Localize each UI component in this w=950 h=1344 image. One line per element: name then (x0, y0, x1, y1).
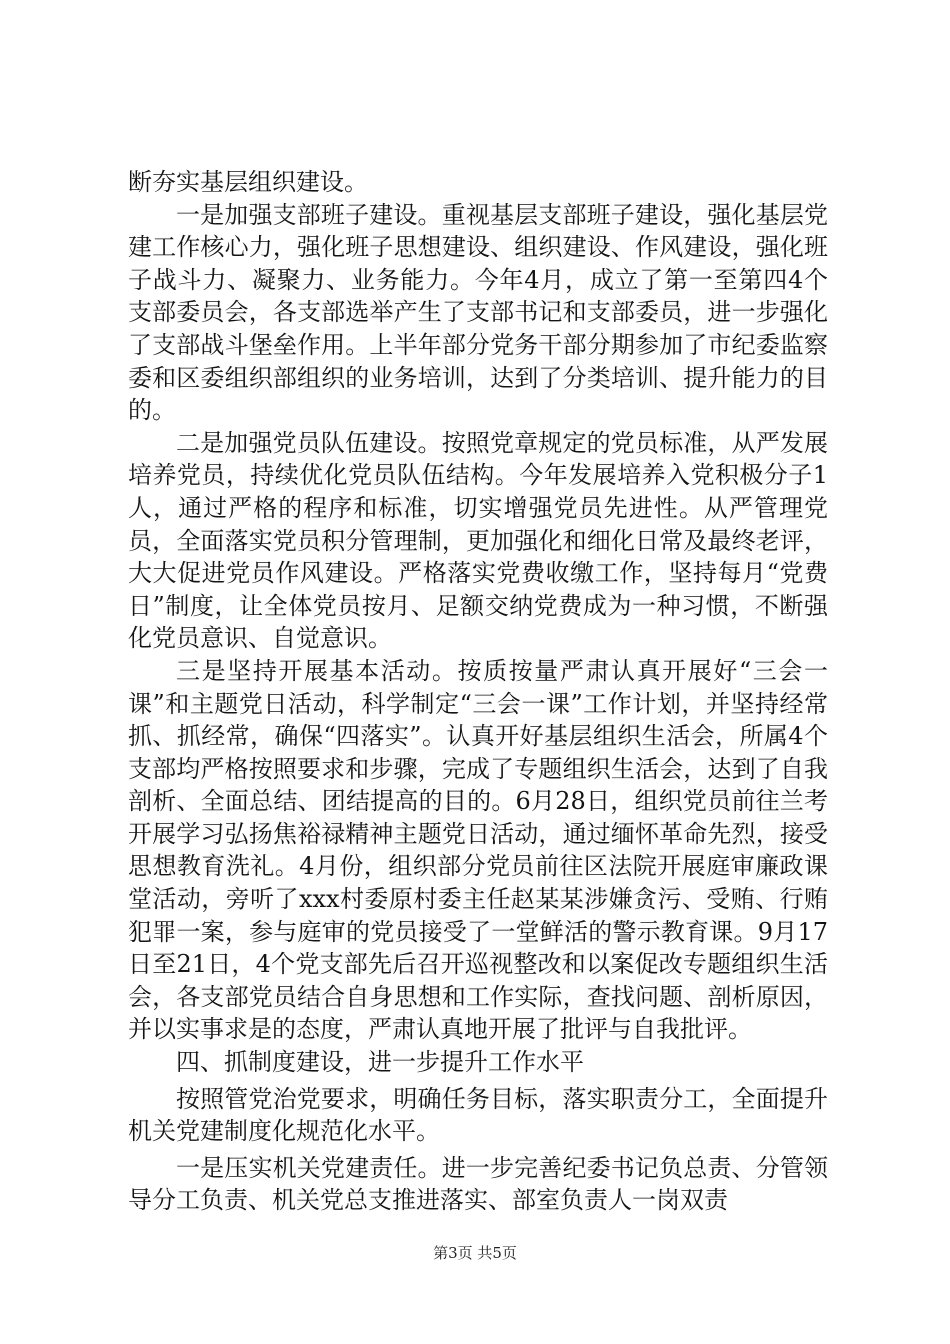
paragraph-system-building-intro: 按照管党治党要求，明确任务目标，落实职责分工，全面提升机关党建制度化规范化水平。 (128, 1084, 828, 1146)
paragraph-branch-team-building: 一是加强支部班子建设。重视基层支部班子建设，强化基层党建工作核心力，强化班子思想建设、组织建设、作风建设，强化班子战斗力、凝聚力、业务能力。今年4月，成立了第一至第四4个支部委员会，各支部选举产生了支部书记和支部委员，进一步强化了支部战斗堡垒作用。上半年部分党务干部分期参加了市纪委监察委和区委组织部组织的业务培训，达到了分类培训、提升能力的目的。 (128, 200, 828, 425)
paragraph-continuation: 断夯实基层组织建设。 (128, 168, 368, 196)
document-body (128, 166, 828, 1217)
paragraph-member-team-building: 二是加强党员队伍建设。按照党章规定的党员标准，从严发展培养党员，持续优化党员队伍结构。今年发展培养入党积极分子1人，通过严格的程序和标准，切实增强党员先进性。从严管理党员，全面落实党员积分管理制，更加强化和细化日常及最终老评，大大促进党员作风建设。严格落实党费收缴工作，坚持每月“党费日”制度，让全体党员按月、足额交纳党费成为一种习惯，不断强化党员意识、自觉意识。 (128, 428, 828, 653)
paragraph-basic-activities: 三是坚持开展基本活动。按质按量严肃认真开展好“三会一课”和主题党日活动，科学制定“三会一课”工作计划，并坚持经常抓、抓经常，确保“四落实”。认真开好基层组织生活会，所属4个支部均严格按照要求和步骤，完成了专题组织生活会，达到了自我剖析、全面总结、团结提高的目的。6月28日，组织党员前往兰考开展学习弘扬焦裕禄精神主题党日活动，通过缅怀革命先烈，接受思想教育洗礼。4月份，组织部分党员前往区法院开展庭审廉政课堂活动，旁听了xxx村委原村委主任赵某某涉嫌贪污、受贿、行贿犯罪一案，参与庭审的党员接受了一堂鲜活的警示教育课。9月17日至21日，4个党支部先后召开巡视整改和以案促改专题组织生活会，各支部党员结合自身思想和工作实际，查找问题、剖析原因，并以实事求是的态度，严肃认真地开展了批评与自我批评。 (128, 656, 828, 1044)
page-number-footer: 第3页 共5页 (433, 1244, 517, 1262)
section-heading-system-building: 四、抓制度建设，进一步提升工作水平 (176, 1048, 584, 1077)
paragraph-party-responsibility: 一是压实机关党建责任。进一步完善纪委书记负总责、分管领导分工负责、机关党总支推进落实、部室负责人一岗双责 (128, 1153, 828, 1215)
